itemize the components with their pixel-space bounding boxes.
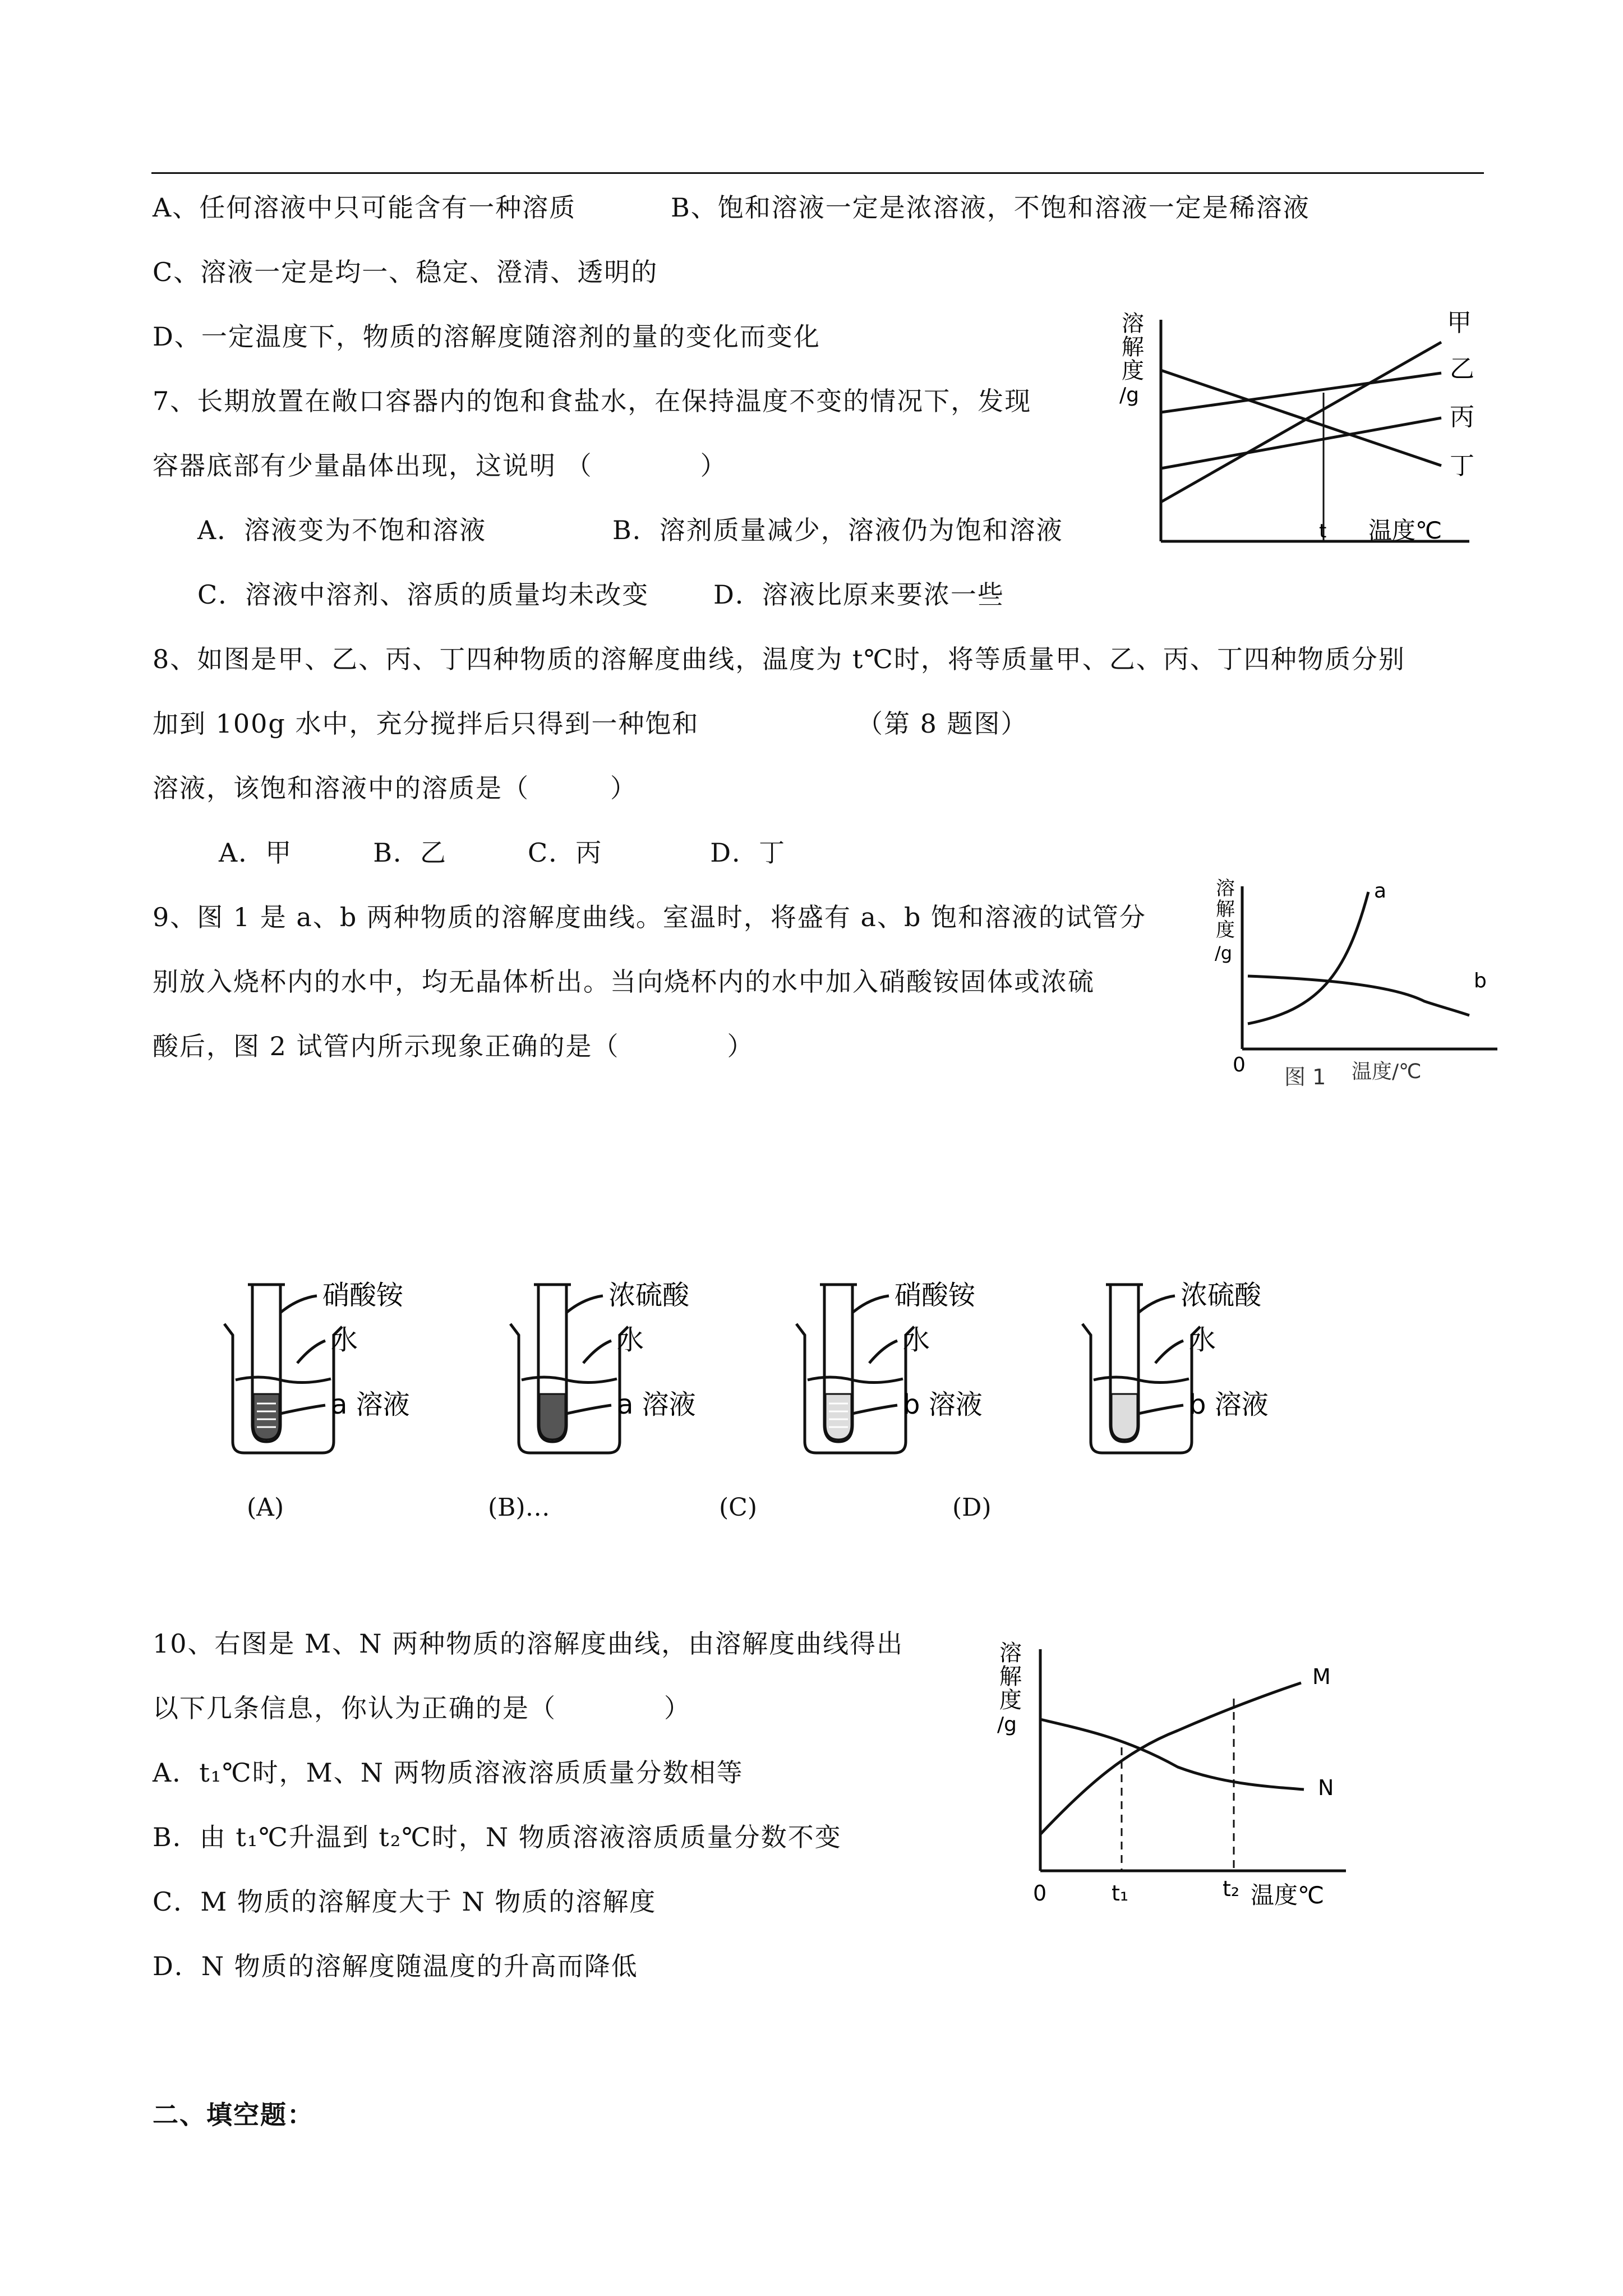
- water-surface-line: [808, 1377, 903, 1383]
- q10-ylabel-2: 解: [999, 1664, 1022, 1690]
- series-b-label: b: [1474, 969, 1487, 992]
- curve-yi: [1161, 373, 1441, 412]
- beaker-diagram-d: [1082, 1280, 1269, 1453]
- q10-ylabel-4: /g: [997, 1713, 1017, 1736]
- curve-a: [1248, 892, 1368, 1024]
- water-surface-line: [522, 1377, 617, 1383]
- q7-option-a: A．溶液变为不饱和溶液: [197, 515, 487, 545]
- water-surface-line: [236, 1377, 331, 1383]
- q9-ylabel-4: /g: [1215, 942, 1233, 964]
- beaker-diagram-b: [510, 1280, 696, 1453]
- solution-pointer: [566, 1405, 611, 1414]
- q8-ylabel-1: 溶: [1122, 311, 1144, 337]
- beaker-outline: [224, 1324, 342, 1453]
- q7-stem-line1: 7、长期放置在敞口容器内的饱和食盐水，在保持温度不变的情况下，发现: [153, 386, 1032, 416]
- reagent-label: 浓硫酸: [608, 1280, 690, 1311]
- water-pointer: [583, 1341, 611, 1363]
- series-jia-label: 甲: [1447, 309, 1472, 337]
- water-pointer: [869, 1341, 897, 1363]
- q9-xlabel: 温度/℃: [1352, 1060, 1422, 1083]
- origin-label: 0: [1233, 1053, 1246, 1076]
- beaker-d-caption: (D): [952, 1493, 992, 1522]
- reagent-label: 浓硫酸: [1181, 1280, 1262, 1311]
- q9-stem-line3: 酸后，图 2 试管内所示现象正确的是（ ）: [153, 1031, 754, 1061]
- water-label: 水: [617, 1324, 644, 1356]
- q9-ylabel-3: 度: [1216, 919, 1235, 941]
- q10-stem-line2: 以下几条信息，你认为正确的是（ ）: [153, 1693, 691, 1723]
- origin-label: 0: [1033, 1881, 1047, 1906]
- curve-ding: [1161, 370, 1441, 466]
- series-yi-label: 乙: [1450, 355, 1474, 383]
- water-pointer: [297, 1341, 325, 1363]
- curve-n: [1040, 1719, 1304, 1789]
- q8-ylabel-4: /g: [1119, 384, 1139, 407]
- reagent-pointer: [852, 1296, 889, 1313]
- q10-option-b: B．由 t₁℃升温到 t₂℃时，N 物质溶液溶质质量分数不变: [153, 1822, 842, 1852]
- q6-option-a: A、任何溶液中只可能含有一种溶质: [153, 192, 577, 223]
- q8-figure-ref: （第 8 题图）: [857, 708, 1028, 739]
- t2-tick-label: t₂: [1223, 1876, 1240, 1901]
- q6-option-d: D、一定温度下，物质的溶解度随溶剂的量的变化而变化: [153, 321, 820, 352]
- t-tick-label: t: [1319, 520, 1327, 542]
- q10-option-a: A．t₁℃时，M、N 两物质溶液溶质质量分数相等: [153, 1757, 744, 1788]
- solution-pointer: [852, 1405, 897, 1414]
- q7-option-b: B．溶剂质量减少，溶液仍为饱和溶液: [612, 515, 1063, 545]
- beaker-outline: [510, 1324, 628, 1453]
- q8-xlabel: 温度℃: [1368, 517, 1442, 544]
- q8-stem-line2: 加到 100g 水中，充分搅拌后只得到一种饱和: [153, 708, 699, 739]
- reagent-label: 硝酸铵: [322, 1280, 404, 1311]
- q8-ylabel-3: 度: [1122, 358, 1144, 384]
- section-2-heading: 二、填空题：: [153, 2100, 314, 2130]
- tube-solution: [540, 1394, 565, 1439]
- q10-ylabel-1: 溶: [999, 1640, 1022, 1666]
- beaker-diagram-c: [796, 1280, 983, 1453]
- reagent-label: 硝酸铵: [895, 1280, 976, 1311]
- q7-option-c: C．溶液中溶剂、溶质的质量均未改变: [197, 579, 649, 610]
- solution-label: a 溶液: [331, 1389, 410, 1420]
- solution-label: a 溶液: [617, 1389, 696, 1420]
- beaker-b-caption: (B)…: [488, 1493, 550, 1522]
- q10-option-d: D．N 物质的溶解度随温度的升高而降低: [153, 1951, 638, 1981]
- solution-label: b 溶液: [1189, 1389, 1269, 1420]
- beaker-outline: [1082, 1324, 1200, 1453]
- q7-stem-line2: 容器底部有少量晶体出现，这说明 （ ）: [153, 450, 727, 481]
- series-bing-label: 丙: [1450, 403, 1474, 431]
- q9-solubility-chart: [1206, 869, 1520, 1094]
- q6-option-b: B、饱和溶液一定是浓溶液，不饱和溶液一定是稀溶液: [671, 192, 1310, 223]
- beaker-diagrams: [213, 1273, 1391, 1537]
- q10-option-c: C．M 物质的溶解度大于 N 物质的溶解度: [153, 1887, 657, 1917]
- water-surface-line: [1094, 1377, 1189, 1383]
- q10-stem-line1: 10、右图是 M、N 两种物质的溶解度曲线，由溶解度曲线得出: [153, 1628, 904, 1659]
- q10-xlabel: 温度℃: [1251, 1881, 1325, 1909]
- q10-ylabel-3: 度: [999, 1687, 1022, 1713]
- series-a-label: a: [1374, 880, 1387, 903]
- water-pointer: [1155, 1341, 1183, 1363]
- series-n-label: N: [1318, 1775, 1334, 1800]
- q8-stem-line3: 溶液，该饱和溶液中的溶质是（ ）: [153, 773, 637, 803]
- reagent-pointer: [280, 1296, 317, 1313]
- q7-option-d: D．溶液比原来要浓一些: [713, 579, 1004, 610]
- series-ding-label: 丁: [1450, 452, 1474, 480]
- header-rule: [151, 172, 1484, 174]
- beaker-outline: [796, 1324, 914, 1453]
- beaker-c-caption: (C): [719, 1493, 757, 1522]
- q9-stem-line1: 9、图 1 是 a、b 两种物质的溶解度曲线。室温时，将盛有 a、b 饱和溶液的试管分: [153, 902, 1147, 932]
- figure1-caption: 图 1: [1284, 1065, 1326, 1089]
- q9-ylabel-1: 溶: [1216, 877, 1235, 900]
- solution-pointer: [1138, 1405, 1183, 1414]
- q8-solubility-chart: [1110, 303, 1492, 561]
- q8-ylabel-2: 解: [1122, 334, 1144, 360]
- curve-jia: [1161, 342, 1441, 502]
- q10-solubility-chart: [987, 1632, 1380, 1924]
- beaker-a-caption: (A): [247, 1493, 284, 1522]
- solution-label: b 溶液: [903, 1389, 983, 1420]
- reagent-pointer: [566, 1296, 603, 1313]
- water-label: 水: [903, 1324, 930, 1356]
- tube-solution: [253, 1394, 279, 1439]
- q9-stem-line2: 别放入烧杯内的水中，均无晶体析出。当向烧杯内的水中加入硝酸铵固体或浓硫: [153, 967, 1095, 997]
- curve-m: [1040, 1683, 1301, 1834]
- water-label: 水: [1189, 1324, 1216, 1356]
- q8-options: A．甲 B．乙 C．丙 D．丁: [219, 838, 786, 868]
- reagent-pointer: [1138, 1296, 1175, 1313]
- water-label: 水: [331, 1324, 358, 1356]
- curve-b: [1248, 976, 1469, 1015]
- series-m-label: M: [1312, 1664, 1331, 1689]
- q9-ylabel-2: 解: [1216, 898, 1235, 921]
- q6-option-c: C、溶液一定是均一、稳定、澄清、透明的: [153, 257, 658, 287]
- tube-solution: [1112, 1394, 1137, 1439]
- curve-bing: [1161, 418, 1441, 468]
- q8-stem-line1: 8、如图是甲、乙、丙、丁四种物质的溶解度曲线，温度为 t℃时，将等质量甲、乙、丙、丁四种物质分别: [153, 644, 1405, 674]
- tube-solution: [826, 1394, 851, 1439]
- beaker-diagram-a: [224, 1280, 410, 1453]
- t1-tick-label: t₁: [1112, 1881, 1129, 1906]
- solution-pointer: [280, 1405, 325, 1414]
